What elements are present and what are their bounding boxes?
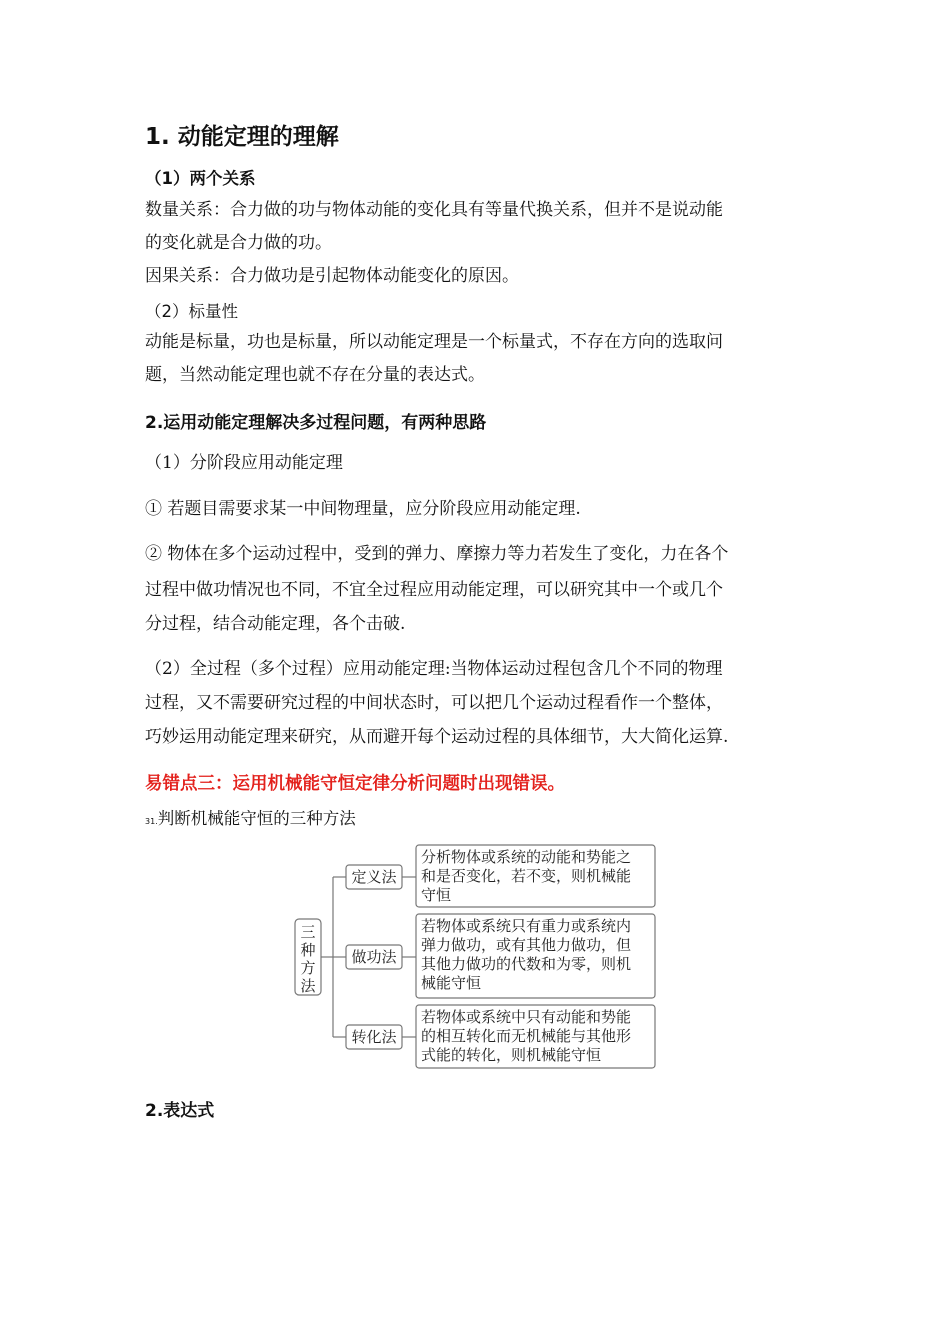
section1-subheading-2: （2）标量性 xyxy=(145,302,238,321)
section2-subheading-2-line-3: 巧妙运用动能定理来研究，从而避开每个运动过程的具体细节，大大简化运算. xyxy=(145,727,729,747)
list-item-2-line-3: 分过程，结合动能定理，各个击破. xyxy=(145,614,406,634)
section3-subheading: 31.判断机械能守恒的三种方法 xyxy=(145,809,356,828)
list-item-2-line-1: ② 物体在多个运动过程中，受到的弹力、摩擦力等力若发生了变化，力在各个 xyxy=(145,544,729,564)
root-char: 三 xyxy=(300,923,316,941)
work-desc-line: 弹力做功，或有其他力做功，但 xyxy=(421,936,632,954)
method-label-work: 做功法 xyxy=(351,948,397,966)
section2-title: 2.运用动能定理解决多过程问题，有两种思路 xyxy=(145,413,487,433)
work-desc-line: 其他力做功的代数和为零，则机 xyxy=(421,955,632,973)
method-label-definition: 定义法 xyxy=(351,868,397,886)
list-item-2-line-2: 过程中做功情况也不同，不宜全过程应用动能定理，可以研究其中一个或几个 xyxy=(145,580,723,600)
definition-desc-line: 分析物体或系统的动能和势能之 xyxy=(421,848,632,866)
conversion-desc-line: 的相互转化而无机械能与其他形 xyxy=(421,1027,632,1045)
root-char: 方 xyxy=(300,959,316,977)
work-desc-line: 若物体或系统只有重力或系统内 xyxy=(421,917,632,935)
list-item-1: ① 若题目需要求某一中间物理量，应分阶段应用动能定理. xyxy=(145,499,581,519)
conversion-desc-line: 式能的转化，则机械能守恒 xyxy=(421,1046,602,1064)
conversion-desc-line: 若物体或系统中只有动能和势能 xyxy=(421,1008,632,1026)
paragraph-scalar-2: 题，当然动能定理也就不存在分量的表达式。 xyxy=(145,365,485,385)
root-char: 法 xyxy=(300,977,316,995)
paragraph-quantity-relation-1: 数量关系：合力做的功与物体动能的变化具有等量代换关系，但并不是说动能 xyxy=(145,200,723,220)
error-point-title: 易错点三：运用机械能守恒定律分析问题时出现错误。 xyxy=(145,774,565,794)
root-char: 种 xyxy=(300,941,316,959)
section1-title: 1. 动能定理的理解 xyxy=(145,124,339,150)
section1-subheading-1: （1）两个关系 xyxy=(145,169,256,188)
paragraph-cause-relation: 因果关系：合力做功是引起物体动能变化的原因。 xyxy=(145,266,519,286)
paragraph-quantity-relation-2: 的变化就是合力做的功。 xyxy=(145,233,332,253)
section-expression-title: 2.表达式 xyxy=(145,1101,215,1121)
definition-desc-line: 和是否变化，若不变，则机械能 xyxy=(421,867,632,885)
definition-desc-line: 守恒 xyxy=(421,886,452,904)
work-desc-line: 械能守恒 xyxy=(421,974,482,992)
paragraph-scalar-1: 动能是标量，功也是标量，所以动能定理是一个标量式，不存在方向的选取问 xyxy=(145,332,723,352)
section2-subheading-2-line-2: 过程，又不需要研究过程的中间状态时，可以把几个运动过程看作一个整体， xyxy=(145,693,723,713)
section2-subheading-2-line-1: （2）全过程（多个过程）应用动能定理:当物体运动过程包含几个不同的物理 xyxy=(145,659,723,679)
method-label-conversion: 转化法 xyxy=(351,1028,397,1046)
section2-subheading-1: （1）分阶段应用动能定理 xyxy=(145,453,343,473)
